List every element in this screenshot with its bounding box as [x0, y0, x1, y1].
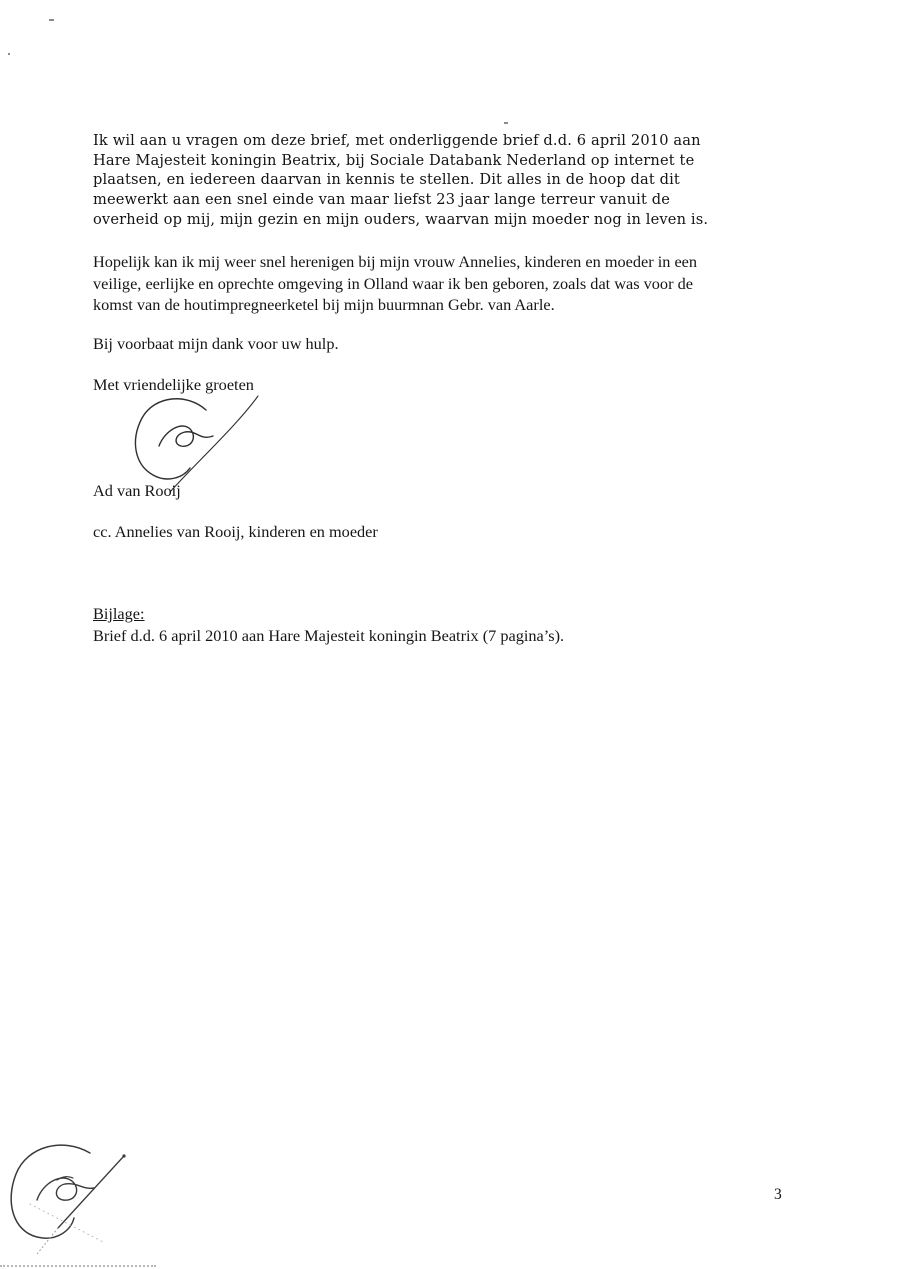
- paragraph-line: Hare Majesteit koningin Beatrix, bij Sociale Databank Nederland op internet te: [93, 151, 695, 169]
- paragraph-request: [93, 131, 793, 230]
- closing-salutation: Met vriendelijke groeten: [93, 375, 254, 394]
- page-number: 3: [774, 1186, 782, 1203]
- thanks-line: Bij voorbaat mijn dank voor uw hulp.: [93, 334, 339, 353]
- paragraph-line: veilige, eerlijke en oprechte omgeving in Olland waar ik ben geboren, zoals dat was voor de: [93, 273, 693, 293]
- scan-edge-artifact: [0, 1265, 156, 1267]
- scan-speck: [504, 122, 508, 124]
- paragraph-hope: [93, 251, 803, 316]
- paragraph-line: Hopelijk kan ik mij weer snel herenigen bij mijn vrouw Annelies, kinderen en moeder in een: [93, 252, 698, 271]
- attachment-item: Brief d.d. 6 april 2010 aan Hare Majesteit koningin Beatrix (7 pagina’s).: [93, 626, 565, 645]
- paragraph-line: meewerkt aan een snel einde van maar liefst 23 jaar lange terreur vanuit de: [93, 191, 671, 209]
- cc-line: cc. Annelies van Rooij, kinderen en moeder: [93, 522, 378, 541]
- paragraph-line: Ik wil aan u vragen om deze brief, met onderliggende brief d.d. 6 april 2010 aan: [93, 132, 701, 149]
- scan-speck: [49, 19, 54, 21]
- scan-speck: [8, 53, 10, 55]
- signer-name: Ad van Rooij: [93, 481, 181, 500]
- attachment-heading: Bijlage:: [93, 604, 145, 623]
- paragraph-line: overheid op mij, mijn gezin en mijn ouders, waarvan mijn moeder nog in leven is.: [93, 210, 709, 228]
- paragraph-line: komst van de houtimpregneerketel bij mijn buurmnan Gebr. van Aarle.: [93, 295, 555, 315]
- paragraph-line: plaatsen, en iedereen daarvan in kennis te stellen. Dit alles in de hoop dat dit: [93, 171, 680, 189]
- signature-scribble: [5, 1138, 147, 1264]
